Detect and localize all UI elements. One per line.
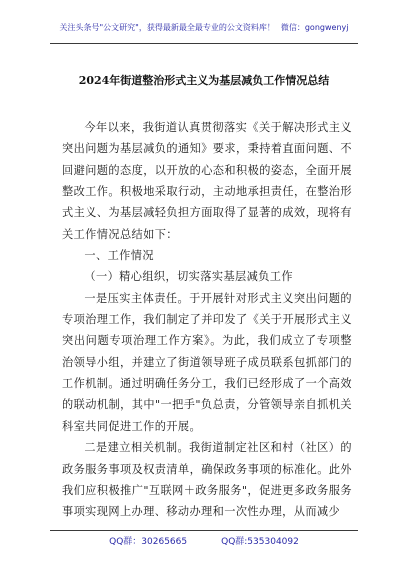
- document-title: 2024年街道整治形式主义为基层减负工作情况总结: [78, 74, 330, 87]
- header-wechat-text: 微信：gongwenyj: [280, 23, 349, 32]
- header-banner: [0, 22, 408, 33]
- document-body: [62, 117, 352, 523]
- footer-qq-group-1: QQ群：30265665: [109, 537, 188, 547]
- body-paragraph-2: 二是建立相关机制。我街道制定社区和村（社区）的政务服务事项及权责清单，确保政务事项的标准化。此外我们应积极推广"互联网＋政务服务"，促进更多政务服务事项实现网上办理、移动办理和一次性办理，从而减少: [62, 441, 352, 519]
- footer-qq-group-2: QQ群:535304092: [221, 537, 299, 547]
- footer-divider: [50, 530, 358, 531]
- header-promo-text: 关注头条号"公文研究"，获得最新最全最专业的公文资料库！: [59, 23, 275, 32]
- section-heading: 一、工作情况: [84, 249, 154, 263]
- body-paragraph-1: 一是压实主体责任。于开展针对形式主义突出问题的专项治理工作，我们制定了并印发了《关于开展形式主义突出问题专项治理工作方案》。为此，我们成立了专项整治领导小组，并建立了街道领导班子成员联系包抓部门的工作机制。通过明确任务分工，我们已经形成了一个高效的联动机制，其中"一把手"负总责，分管领导亲自抓机关科室共同促进工作的开展。: [62, 291, 352, 433]
- header-divider: [50, 43, 358, 44]
- subsection-heading: （一）精心组织，切实落实基层减负工作: [84, 270, 293, 284]
- intro-paragraph: 今年以来，我街道认真贯彻落实《关于解决形式主义突出问题为基层减负的通知》要求，秉持着直面问题、不回避问题的态度，以开放的心态和积极的姿态，全面开展整改工作。积极地采取行动，主动地承担责任，在整治形式主义、为基层减轻负担方面取得了显著的成效，现将有关工作情况总结如下：: [62, 121, 352, 241]
- footer: [0, 534, 408, 547]
